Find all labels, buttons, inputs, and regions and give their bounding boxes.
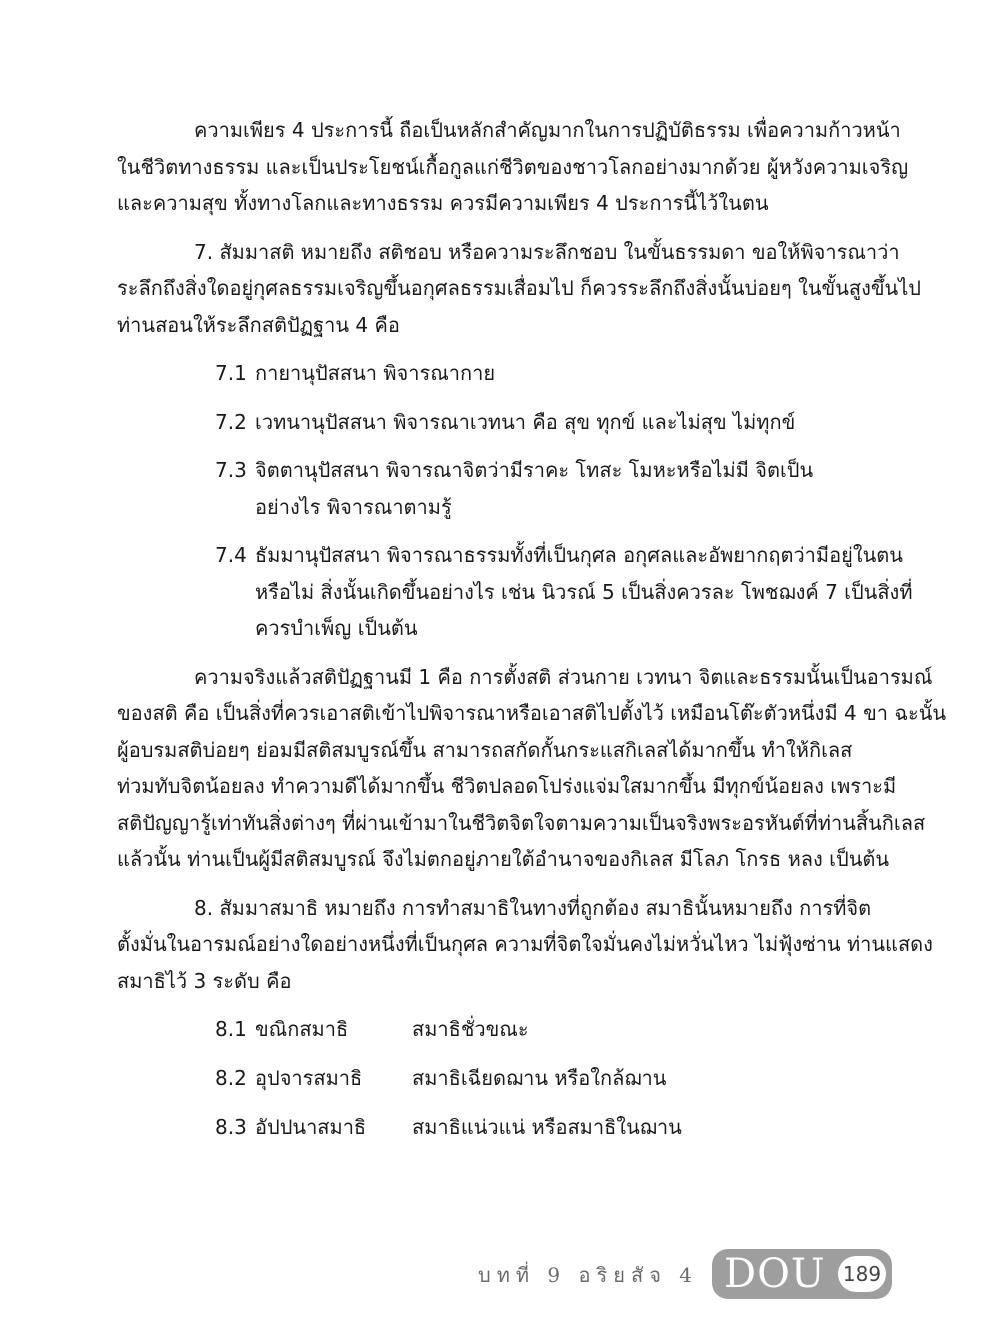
dou-logo: DOU <box>724 1251 826 1297</box>
text-line: ท่านสอนให้ระลึกสติปัฏฐาน 4 คือ <box>117 312 400 337</box>
samadhi-term: ขณิกสมาธิ <box>255 1017 349 1041</box>
text-line: 8. สัมมาสมาธิ หมายถึง การทำสมาธิในทางที่ถูกต้อง สมาธินั้นหมายถึง การที่จิต <box>194 895 872 920</box>
list-item-text: หรือไม่ สิ่งนั้นเกิดขึ้นอย่างไร เช่น นิวรณ์ 5 เป็นสิ่งควรละ โพชฌงค์ 7 เป็นสิ่งที่ <box>255 579 913 604</box>
samadhi-number: 8.2 <box>215 1066 247 1090</box>
list-item-7-3 <box>117 452 895 525</box>
list-item-text: เวทนานุปัสสนา พิจารณาเวทนา คือ สุข ทุกข์ และไม่สุข ไม่ทุกข์ <box>255 409 796 434</box>
samadhi-description: สมาธิแน่วแน่ หรือสมาธิในฌาน <box>412 1115 682 1139</box>
list-item-text: ควรบำเพ็ญ เป็นต้น <box>255 616 418 640</box>
text-line: ตั้งมั่นในอารมณ์อย่างใดอย่างหนึ่งที่เป็นกุศล ความที่จิตใจมั่นคงไม่หวั่นไหว ไม่ฟุ้งซ่าน ท่านแสดง <box>117 932 933 956</box>
text-line: ความเพียร 4 ประการนี้ ถือเป็นหลักสำคัญมากในการปฏิบัติธรรม เพื่อความก้าวหน้า <box>194 118 901 142</box>
text-line: สมาธิไว้ 3 ระดับ คือ <box>117 968 292 993</box>
paragraph-diligence-conclusion <box>117 112 909 222</box>
text-line: สติปัญญารู้เท่าทันสิ่งต่างๆ ที่ผ่านเข้ามาในชีวิตจิตใจตามความเป็นจริงพระอรหันต์ที่ท่านสิ้นกิเลส <box>117 810 926 835</box>
list-item-7-2 <box>117 404 895 441</box>
list-item-number: 7.2 <box>215 409 247 434</box>
samadhi-term: อัปปนาสมาธิ <box>255 1115 367 1139</box>
list-item-text: ธัมมานุปัสสนา พิจารณาธรรมทั้งที่เป็นกุศล อกุศลและอัพยากฤตว่ามีอยู่ในตน <box>255 543 903 567</box>
list-item-7-4 <box>117 537 913 647</box>
list-item-7-1 <box>117 355 895 392</box>
chapter-title: บทที่ 9 อริยสัจ 4 <box>478 1263 698 1287</box>
text-line: 7. สัมมาสติ หมายถึง สติชอบ หรือความระลึกชอบ ในขั้นธรรมดา ขอให้พิจารณาว่า <box>194 239 900 264</box>
text-line: ในชีวิตทางธรรม และเป็นประโยชน์เกื้อกูลแก่ชีวิตของชาวโลกอย่างมากด้วย ผู้หวังความเจริญ <box>117 154 909 179</box>
page-footer <box>0 1245 1000 1305</box>
page-body <box>117 112 947 1158</box>
page-number: 189 <box>838 1256 886 1292</box>
list-item-text: อย่างไร พิจารณาตามรู้ <box>255 494 452 519</box>
samadhi-row-8-3 <box>117 1109 895 1146</box>
samadhi-term: อุปจารสมาธิ <box>255 1066 363 1090</box>
samadhi-description: สมาธิชั่วขณะ <box>412 1017 529 1041</box>
samadhi-number: 8.1 <box>215 1017 247 1041</box>
text-line: แล้วนั้น ท่านเป็นผู้มีสติสมบูรณ์ จึงไม่ตกอยู่ภายใต้อำนาจของกิเลส มีโลภ โกรธ หลง เป็นต้น <box>117 847 890 871</box>
paragraph-satipatthana-explanation <box>117 659 947 878</box>
samadhi-row-8-2 <box>117 1060 895 1097</box>
text-line: ระลึกถึงสิ่งใดอยู่กุศลธรรมเจริญขึ้นอกุศลธรรมเสื่อมไป ก็ควรระลึกถึงสิ่งนั้นบ่อยๆ ในขั้นสูงขึ้นไป <box>117 276 921 300</box>
list-item-text: จิตตานุปัสสนา พิจารณาจิตว่ามีราคะ โทสะ โมหะหรือไม่มี จิตเป็น <box>255 458 814 482</box>
text-line: และความสุข ทั้งทางโลกและทางธรรม ควรมีความเพียร 4 ประการนี้ไว้ในตน <box>117 191 769 215</box>
text-line: ผู้อบรมสติบ่อยๆ ย่อมมีสติสมบูรณ์ขึ้น สามารถสกัดกั้นกระแสกิเลสได้มากขึ้น ทำให้กิเลส <box>117 737 853 762</box>
page-badge <box>712 1249 892 1299</box>
paragraph-samma-samadhi <box>117 890 933 1000</box>
list-item-number: 7.1 <box>215 361 247 385</box>
list-item-number: 7.3 <box>215 458 247 482</box>
samadhi-description: สมาธิเฉียดฌาน หรือใกล้ฌาน <box>412 1066 667 1090</box>
text-line: ท่วมทับจิตน้อยลง ทำความดีได้มากขึ้น ชีวิตปลอดโปร่งแจ่มใสมากขึ้น มีทุกข์น้อยลง เพราะมี <box>117 774 897 798</box>
samadhi-row-8-1 <box>117 1011 895 1048</box>
samadhi-number: 8.3 <box>215 1115 247 1139</box>
text-line: ของสติ คือ เป็นสิ่งที่ควรเอาสติเข้าไปพิจารณาหรือเอาสติไปตั้งไว้ เหมือนโต๊ะตัวหนึ่งมี 4 ขา ฉะนั้น <box>117 701 947 725</box>
text-line: ความจริงแล้วสติปัฏฐานมี 1 คือ การตั้งสติ ส่วนกาย เวทนา จิตและธรรมนั้นเป็นอารมณ์ <box>194 664 933 689</box>
paragraph-samma-sati <box>117 234 921 344</box>
list-item-number: 7.4 <box>215 543 247 567</box>
list-item-text: กายานุปัสสนา พิจารณากาย <box>255 361 496 385</box>
